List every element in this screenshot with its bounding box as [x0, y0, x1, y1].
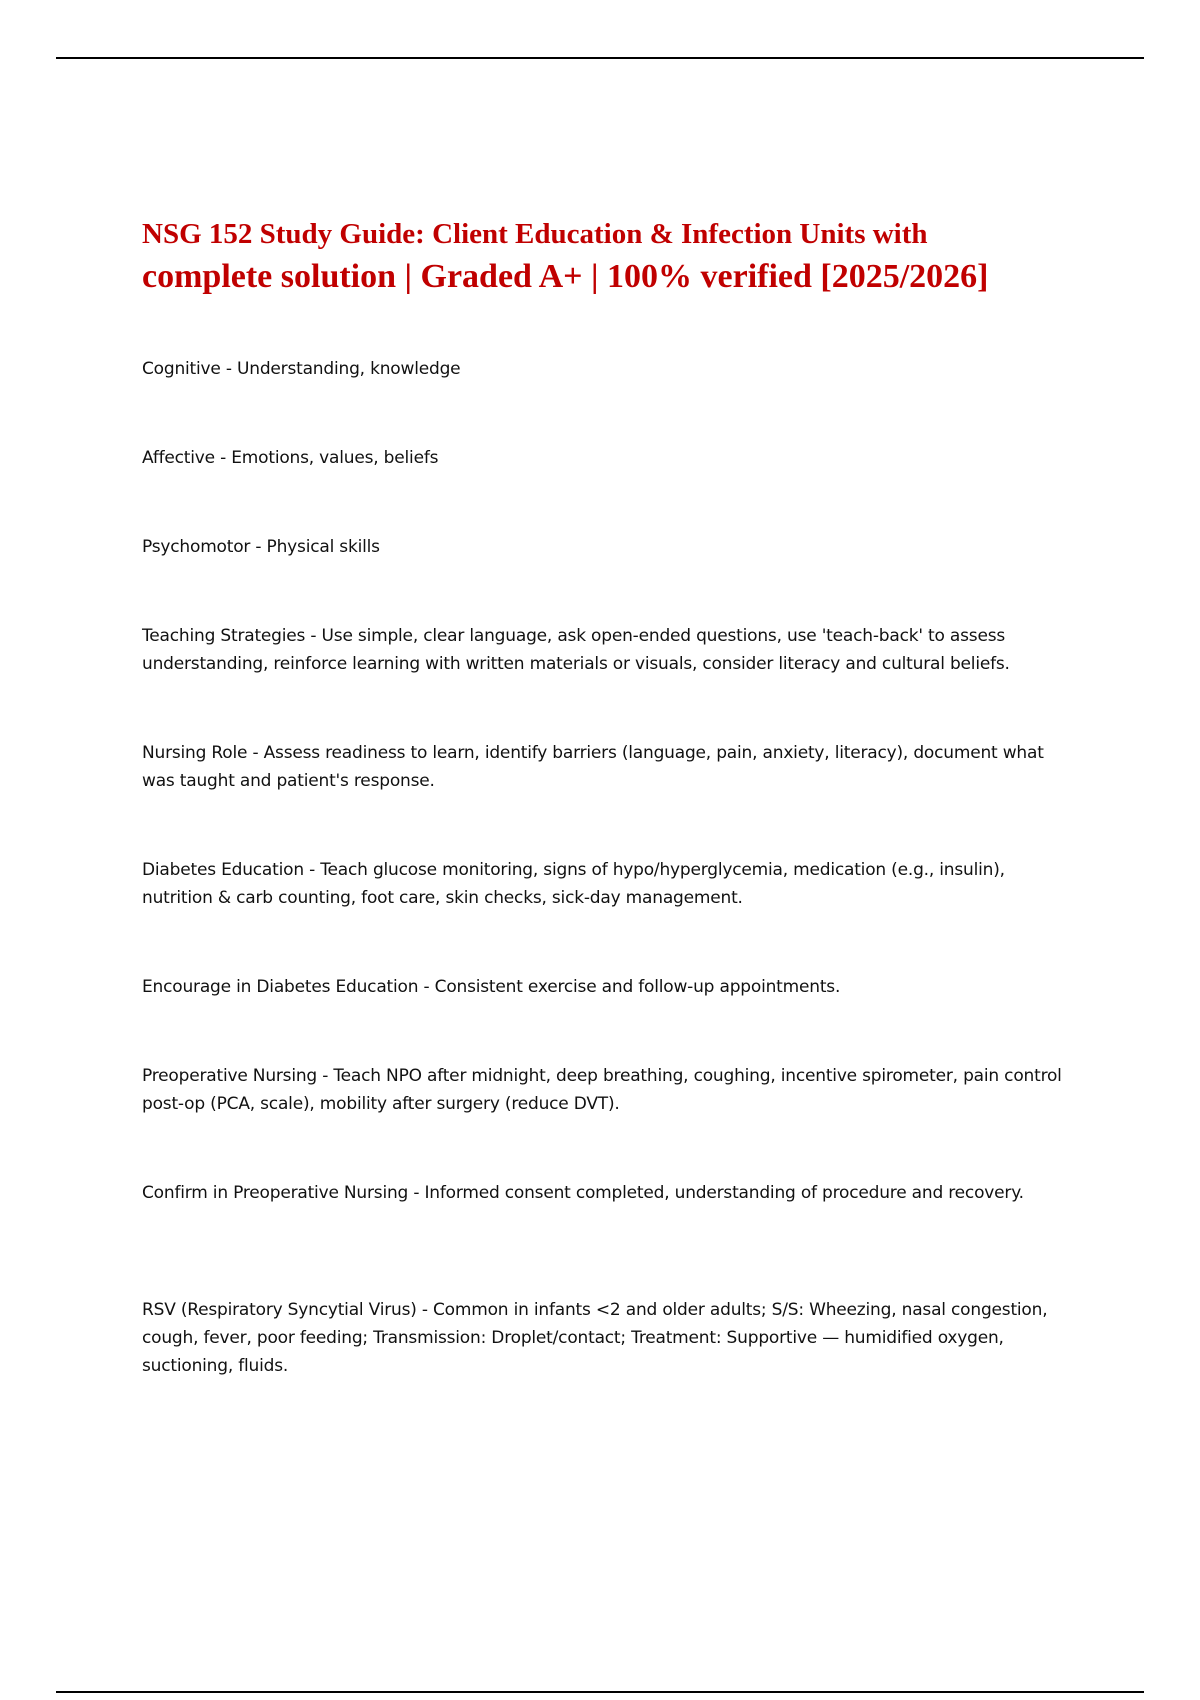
entry-cognitive: Cognitive - Understanding, knowledge: [142, 359, 461, 379]
entry-preoperative-nursing: Preoperative Nursing - Teach NPO after midnight, deep breathing, coughing, incentive spirometer, pain control post-op (PCA, scale), mobility after surgery (reduce DVT).: [142, 1066, 1062, 1114]
document-title: [142, 214, 1102, 301]
bottom-rule: [56, 1691, 1144, 1693]
entry-diabetes-education: Diabetes Education - Teach glucose monitoring, signs of hypo/hyperglycemia, medication (e.g., insulin), nutrition & carb counting, foot care, skin checks, sick-day management.: [142, 860, 1005, 908]
entry-nursing-role: Nursing Role - Assess readiness to learn, identify barriers (language, pain, anxiety, literacy), document what was taught and patient's response.: [142, 743, 1044, 791]
entry-encourage-diabetes: Encourage in Diabetes Education - Consistent exercise and follow-up appointments.: [142, 977, 841, 997]
entry-teaching-strategies: Teaching Strategies - Use simple, clear language, ask open-ended questions, use 'teach-back' to assess understanding, reinforce learning with written materials or visuals, consider literacy and cultural beliefs.: [142, 626, 1010, 674]
top-rule: [56, 57, 1144, 59]
entry-confirm-preoperative: Confirm in Preoperative Nursing - Informed consent completed, understanding of procedure and recovery.: [142, 1183, 1024, 1203]
title-line-2: complete solution | Graded A+ | 100% verified [2025/2026]: [142, 258, 989, 296]
title-line-1: NSG 152 Study Guide: Client Education & Infection Units with: [142, 218, 928, 250]
entry-affective: Affective - Emotions, values, beliefs: [142, 448, 439, 468]
entry-rsv: RSV (Respiratory Syncytial Virus) - Common in infants <2 and older adults; S/S: Wheezing, nasal congestion, cough, fever, poor feeding; Transmission: Droplet/contact; Treatment: Supportive — humidified oxygen, suctioning, fluids.: [142, 1300, 1048, 1376]
entry-psychomotor: Psychomotor - Physical skills: [142, 537, 380, 557]
